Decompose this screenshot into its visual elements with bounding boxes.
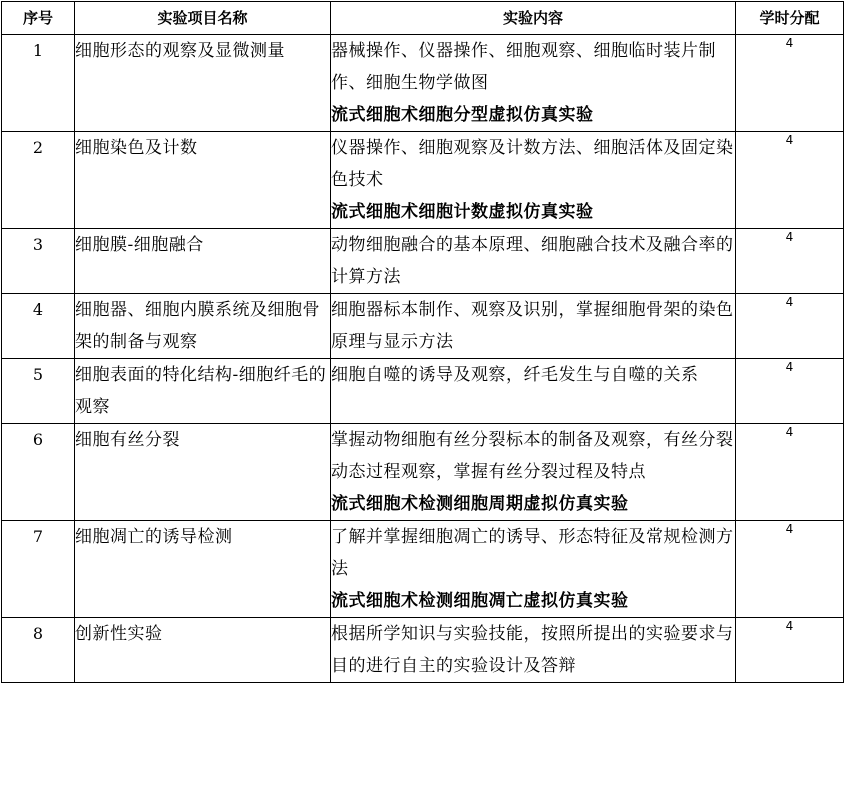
row-content-cell xyxy=(331,618,736,683)
row-number: 3 xyxy=(2,229,75,294)
table-row xyxy=(2,132,844,229)
row-content-cell xyxy=(331,521,736,618)
experiment-table xyxy=(1,1,844,683)
row-content: 细胞器标本制作、观察及识别，掌握细胞骨架的染色原理与显示方法 xyxy=(331,300,734,352)
row-content: 器械操作、仪器操作、细胞观察、细胞临时装片制作、细胞生物学做图 xyxy=(331,41,716,93)
header-hours: 学时分配 xyxy=(736,2,844,35)
row-content: 动物细胞融合的基本原理、细胞融合技术及融合率的计算方法 xyxy=(331,235,734,287)
row-content: 细胞自噬的诱导及观察，纤毛发生与自噬的关系 xyxy=(331,365,699,385)
row-number: 7 xyxy=(2,521,75,618)
table-row xyxy=(2,35,844,132)
row-content-cell xyxy=(331,294,736,359)
row-simulation-experiment: 流式细胞术细胞计数虚拟仿真实验 xyxy=(331,202,594,222)
row-simulation-experiment: 流式细胞术细胞分型虚拟仿真实验 xyxy=(331,105,594,125)
table-row xyxy=(2,424,844,521)
row-content-cell xyxy=(331,424,736,521)
row-content-cell xyxy=(331,35,736,132)
row-hours: 4 xyxy=(736,132,844,229)
row-project-name: 细胞器、细胞内膜系统及细胞骨架的制备与观察 xyxy=(75,294,331,359)
row-hours: 4 xyxy=(736,521,844,618)
row-number: 6 xyxy=(2,424,75,521)
row-project-name: 细胞表面的特化结构-细胞纤毛的观察 xyxy=(75,359,331,424)
row-hours: 4 xyxy=(736,294,844,359)
row-hours: 4 xyxy=(736,424,844,521)
row-simulation-experiment: 流式细胞术检测细胞周期虚拟仿真实验 xyxy=(331,494,629,514)
table-row xyxy=(2,521,844,618)
row-simulation-experiment: 流式细胞术检测细胞凋亡虚拟仿真实验 xyxy=(331,591,629,611)
row-project-name: 创新性实验 xyxy=(75,618,331,683)
row-number: 5 xyxy=(2,359,75,424)
row-hours: 4 xyxy=(736,229,844,294)
row-project-name: 细胞染色及计数 xyxy=(75,132,331,229)
row-hours: 4 xyxy=(736,359,844,424)
header-number: 序号 xyxy=(2,2,75,35)
row-number: 2 xyxy=(2,132,75,229)
row-number: 4 xyxy=(2,294,75,359)
table-row xyxy=(2,618,844,683)
header-project-name: 实验项目名称 xyxy=(75,2,331,35)
row-number: 1 xyxy=(2,35,75,132)
row-content-cell xyxy=(331,359,736,424)
table-row xyxy=(2,229,844,294)
row-content: 根据所学知识与实验技能，按照所提出的实验要求与目的进行自主的实验设计及答辩 xyxy=(331,624,734,676)
table-row xyxy=(2,294,844,359)
row-content: 了解并掌握细胞凋亡的诱导、形态特征及常规检测方法 xyxy=(331,527,734,579)
row-project-name: 细胞凋亡的诱导检测 xyxy=(75,521,331,618)
row-number: 8 xyxy=(2,618,75,683)
row-project-name: 细胞有丝分裂 xyxy=(75,424,331,521)
row-project-name: 细胞形态的观察及显微测量 xyxy=(75,35,331,132)
header-content: 实验内容 xyxy=(331,2,736,35)
row-content: 掌握动物细胞有丝分裂标本的制备及观察，有丝分裂动态过程观察，掌握有丝分裂过程及特点 xyxy=(331,430,734,482)
table-row xyxy=(2,359,844,424)
row-project-name: 细胞膜-细胞融合 xyxy=(75,229,331,294)
row-hours: 4 xyxy=(736,35,844,132)
row-hours: 4 xyxy=(736,618,844,683)
row-content-cell xyxy=(331,132,736,229)
table-header-row xyxy=(2,2,844,35)
row-content-cell xyxy=(331,229,736,294)
row-content: 仪器操作、细胞观察及计数方法、细胞活体及固定染色技术 xyxy=(331,138,734,190)
